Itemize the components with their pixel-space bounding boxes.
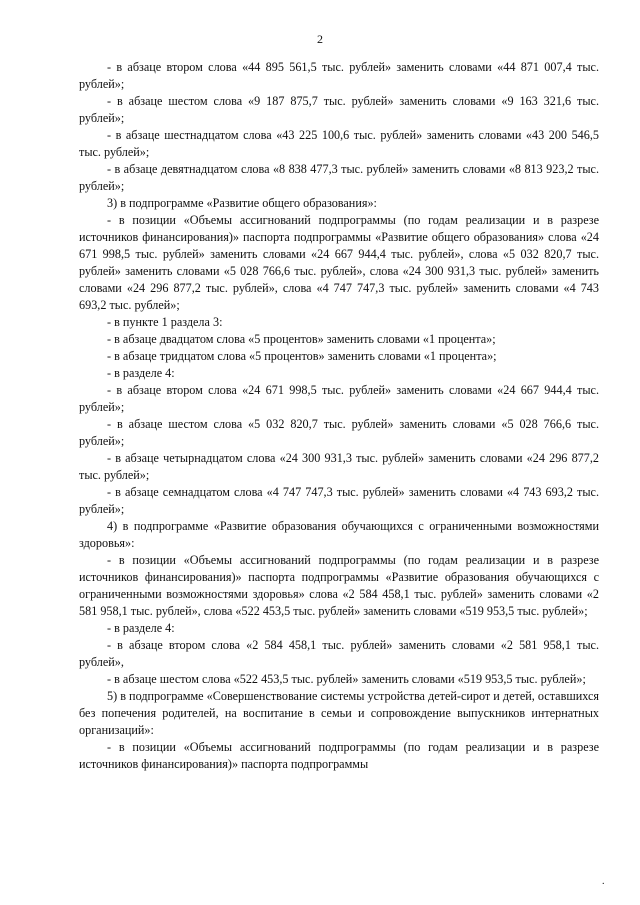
page-number: 2 xyxy=(317,32,323,46)
paragraph: - в абзаце четырнадцатом слова «24 300 931,3 тыс. рублей» заменить словами «24 296 877,2 тыс. рублей»; xyxy=(79,451,599,482)
paragraph: - в абзаце семнадцатом слова «4 747 747,3 тыс. рублей» заменить словами «4 743 693,2 тыс. рублей»; xyxy=(79,485,599,516)
paragraph: - в абзаце шестнадцатом слова «43 225 100,6 тыс. рублей» заменить словами «43 200 546,5 тыс. рублей»; xyxy=(79,128,599,159)
paragraph: - в позиции «Объемы ассигнований подпрограммы (по годам реализации и в разрезе источников финансирования)» паспорта подпрограммы «Развитие общего образования» слова «24 671 998,5 тыс. рублей» заменить словами «24 667 944,4 тыс. рублей», слова «5 032 820,7 тыс. рублей» заменить словами «5 028 766,6 тыс. рублей», слова «24 300 931,3 тыс. рублей» заменить словами «24 296 877,2 тыс. рублей», слова «4 747 747,3 тыс. рублей» заменить словами «4 743 693,2 тыс. рублей»; xyxy=(79,213,599,312)
paragraph: - в абзаце двадцатом слова «5 процентов» заменить словами «1 процента»; xyxy=(107,332,496,346)
paragraph: - в абзаце шестом слова «522 453,5 тыс. рублей» заменить словами «519 953,5 тыс. рублей»; xyxy=(107,672,586,686)
paragraph: - в абзаце шестом слова «5 032 820,7 тыс. рублей» заменить словами «5 028 766,6 тыс. рублей»; xyxy=(79,417,599,448)
footer-mark: . xyxy=(602,876,605,887)
paragraph: - в абзаце втором слова «44 895 561,5 тыс. рублей» заменить словами «44 871 007,4 тыс. рублей»; xyxy=(79,60,599,91)
paragraph: - в разделе 4: xyxy=(107,366,175,380)
paragraph: 4) в подпрограмме «Развитие образования обучающихся с ограниченными возможностями здоровья»: xyxy=(79,519,599,550)
paragraph: - в абзаце девятнадцатом слова «8 838 477,3 тыс. рублей» заменить словами «8 813 923,2 тыс. рублей»; xyxy=(79,162,599,193)
paragraph: - в абзаце шестом слова «9 187 875,7 тыс. рублей» заменить словами «9 163 321,6 тыс. рублей»; xyxy=(79,94,599,125)
paragraph: 3) в подпрограмме «Развитие общего образования»: xyxy=(107,196,377,210)
paragraph: - в абзаце втором слова «2 584 458,1 тыс. рублей» заменить словами «2 581 958,1 тыс. рублей», xyxy=(79,638,599,669)
paragraph: - в позиции «Объемы ассигнований подпрограммы (по годам реализации и в разрезе источников финансирования)» паспорта подпрограммы «Развитие образования обучающихся с ограниченными возможностями здоровья» слова «2 584 458,1 тыс. рублей» заменить словами «2 581 958,1 тыс. рублей», слова «522 453,5 тыс. рублей» заменить словами «519 953,5 тыс. рублей»; xyxy=(79,553,599,618)
paragraph: 5) в подпрограмме «Совершенствование системы устройства детей-сирот и детей, оставшихся без попечения родителей, на воспитание в семьи и сопровождение выпускников интернатных организаций»: xyxy=(79,689,599,737)
paragraph: - в разделе 4: xyxy=(107,621,175,635)
paragraph: - в пункте 1 раздела 3: xyxy=(107,315,223,329)
paragraph: - в абзаце втором слова «24 671 998,5 тыс. рублей» заменить словами «24 667 944,4 тыс. рублей»; xyxy=(79,383,599,414)
paragraph: - в абзаце тридцатом слова «5 процентов» заменить словами «1 процента»; xyxy=(107,349,497,363)
paragraph: - в позиции «Объемы ассигнований подпрограммы (по годам реализации и в разрезе источников финансирования)» паспорта подпрограммы xyxy=(79,740,599,771)
document-body xyxy=(79,59,599,773)
